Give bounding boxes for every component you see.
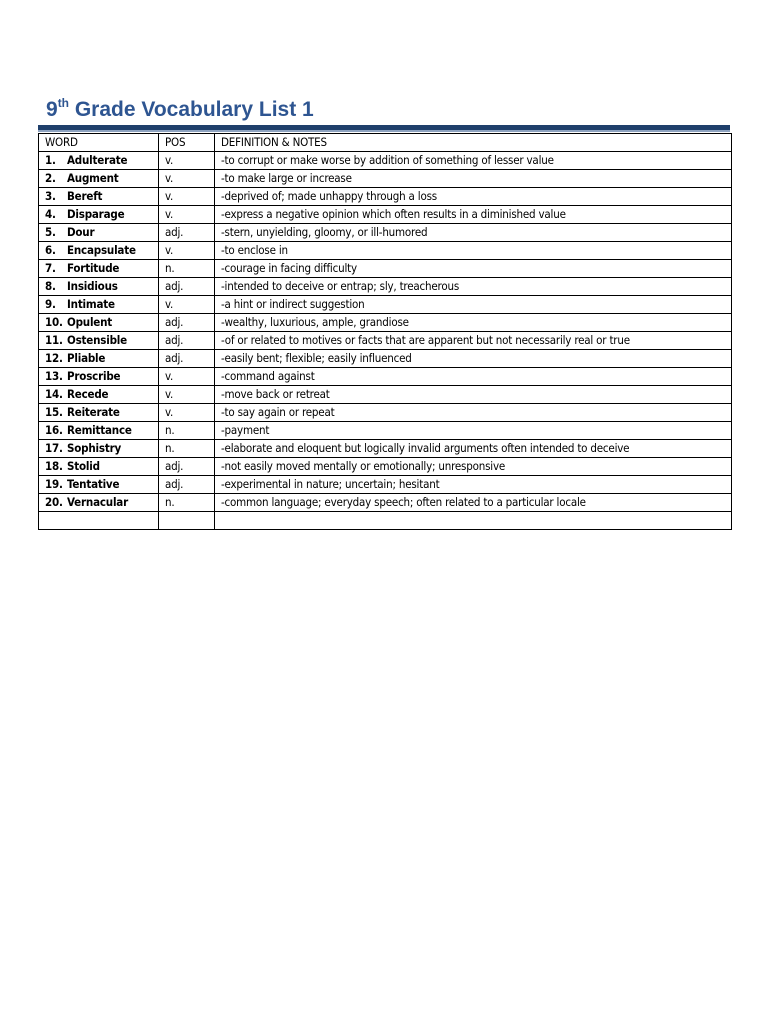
definition-cell: -to corrupt or make worse by addition of something of lesser value [215,152,732,170]
header-definition: DEFINITION & NOTES [215,134,732,152]
definition-cell: -not easily moved mentally or emotionally; unresponsive [215,458,732,476]
table-row [39,242,732,260]
empty-cell [215,512,732,530]
table-row [39,332,732,350]
table-row [39,152,732,170]
table-row [39,386,732,404]
word-text: Opulent [67,315,113,329]
definition-cell: -command against [215,368,732,386]
word-cell [39,440,159,458]
word-cell [39,296,159,314]
title-rule-thin [38,130,730,132]
pos-cell: n. [159,440,215,458]
word-number: 19. [45,477,63,491]
pos-cell: v. [159,368,215,386]
word-number: 12. [45,351,63,365]
table-row [39,440,732,458]
word-cell [39,170,159,188]
pos-cell: adj. [159,350,215,368]
definition-cell: -experimental in nature; uncertain; hesitant [215,476,732,494]
word-text: Recede [67,387,109,401]
word-number: 5. [45,225,56,239]
definition-cell: -elaborate and eloquent but logically invalid arguments often intended to deceive [215,440,732,458]
pos-cell: n. [159,494,215,512]
definition-cell: -to make large or increase [215,170,732,188]
table-row [39,422,732,440]
word-cell [39,350,159,368]
pos-cell: n. [159,260,215,278]
word-text: Encapsulate [67,243,136,257]
word-text: Disparage [67,207,125,221]
table-row [39,296,732,314]
word-text: Dour [67,225,95,239]
header-pos: POS [159,134,215,152]
word-text: Tentative [67,477,120,491]
word-cell [39,494,159,512]
word-number: 8. [45,279,56,293]
table-row [39,350,732,368]
word-text: Intimate [67,297,115,311]
pos-cell: adj. [159,314,215,332]
definition-cell: -to enclose in [215,242,732,260]
word-number: 15. [45,405,63,419]
table-body [39,152,732,530]
word-number: 2. [45,171,56,185]
word-number: 16. [45,423,63,437]
word-text: Reiterate [67,405,120,419]
word-number: 18. [45,459,63,473]
word-text: Fortitude [67,261,120,275]
table-row [39,278,732,296]
word-number: 17. [45,441,63,455]
definition-cell: -courage in facing difficulty [215,260,732,278]
pos-cell: n. [159,422,215,440]
word-cell [39,152,159,170]
title-text: Grade Vocabulary List 1 [69,98,314,121]
word-number: 4. [45,207,56,221]
word-number: 9. [45,297,56,311]
word-cell [39,458,159,476]
title-grade-number: 9 [46,98,58,121]
header-word: WORD [39,134,159,152]
word-cell [39,476,159,494]
word-text: Remittance [67,423,132,437]
word-number: 13. [45,369,63,383]
pos-cell: v. [159,206,215,224]
definition-cell: -to say again or repeat [215,404,732,422]
word-number: 20. [45,495,63,509]
definition-cell: -stern, unyielding, gloomy, or ill-humored [215,224,732,242]
pos-cell: v. [159,296,215,314]
table-row [39,476,732,494]
word-cell [39,206,159,224]
word-number: 3. [45,189,56,203]
pos-cell: v. [159,404,215,422]
table-row [39,188,732,206]
word-text: Bereft [67,189,103,203]
word-text: Sophistry [67,441,122,455]
word-text: Vernacular [67,495,128,509]
table-row [39,314,732,332]
word-text: Ostensible [67,333,127,347]
word-number: 11. [45,333,63,347]
word-text: Pliable [67,351,106,365]
word-number: 10. [45,315,63,329]
table-row [39,458,732,476]
definition-cell: -move back or retreat [215,386,732,404]
word-text: Insidious [67,279,118,293]
word-text: Augment [67,171,119,185]
word-text: Stolid [67,459,100,473]
pos-cell: v. [159,152,215,170]
table-row [39,224,732,242]
definition-cell: -deprived of; made unhappy through a loss [215,188,732,206]
word-cell [39,368,159,386]
definition-cell: -of or related to motives or facts that are apparent but not necessarily real or true [215,332,732,350]
definition-cell: -intended to deceive or entrap; sly, treacherous [215,278,732,296]
word-cell [39,404,159,422]
table-row [39,206,732,224]
table-row [39,170,732,188]
pos-cell: adj. [159,332,215,350]
table-row [39,494,732,512]
pos-cell: adj. [159,458,215,476]
pos-cell: v. [159,170,215,188]
pos-cell: adj. [159,278,215,296]
title-grade-suffix: th [57,96,70,110]
pos-cell: v. [159,386,215,404]
word-text: Proscribe [67,369,121,383]
word-number: 6. [45,243,56,257]
vocabulary-table [38,133,732,530]
word-text: Adulterate [67,153,128,167]
pos-cell: v. [159,188,215,206]
word-cell [39,422,159,440]
word-cell [39,188,159,206]
table-header-row [39,134,732,152]
pos-cell: adj. [159,476,215,494]
definition-cell: -wealthy, luxurious, ample, grandiose [215,314,732,332]
word-number: 7. [45,261,56,275]
definition-cell: -common language; everyday speech; often related to a particular locale [215,494,732,512]
word-cell [39,278,159,296]
word-cell [39,242,159,260]
table-row [39,368,732,386]
word-number: 14. [45,387,63,401]
empty-cell [159,512,215,530]
word-cell [39,386,159,404]
table-row-empty [39,512,732,530]
pos-cell: adj. [159,224,215,242]
word-cell [39,260,159,278]
definition-cell: -payment [215,422,732,440]
word-cell [39,332,159,350]
definition-cell: -easily bent; flexible; easily influenced [215,350,732,368]
definition-cell: -a hint or indirect suggestion [215,296,732,314]
pos-cell: v. [159,242,215,260]
definition-cell: -express a negative opinion which often results in a diminished value [215,206,732,224]
word-cell [39,224,159,242]
word-cell [39,314,159,332]
table-row [39,404,732,422]
page-title [46,96,314,124]
empty-cell [39,512,159,530]
table-row [39,260,732,278]
word-number: 1. [45,153,56,167]
